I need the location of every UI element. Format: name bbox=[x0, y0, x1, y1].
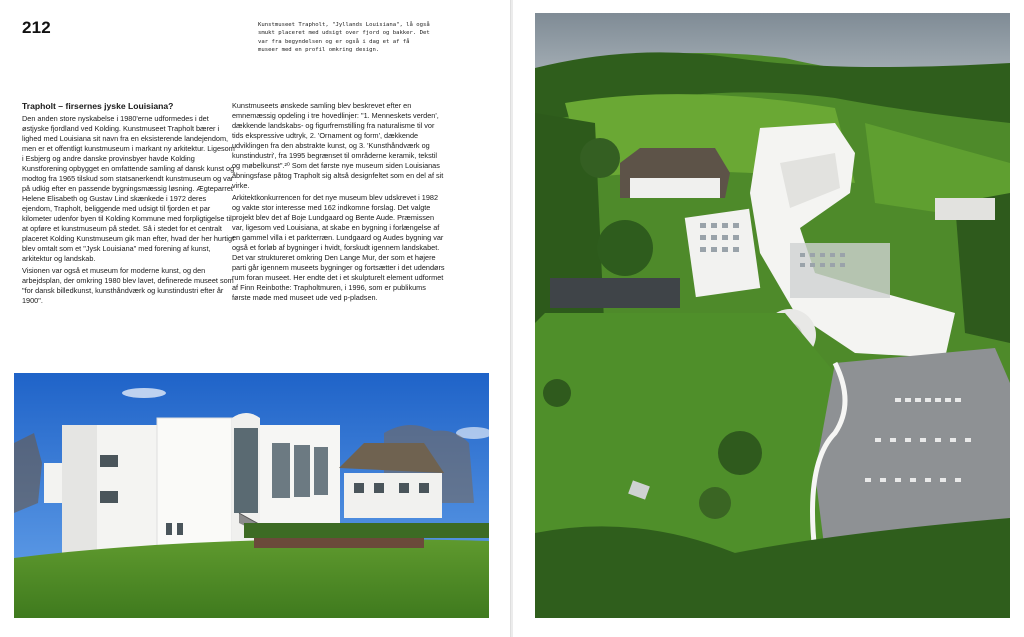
page-number: 212 bbox=[22, 18, 51, 37]
article-heading: Trapholt – firsernes jyske Louisiana? bbox=[22, 101, 174, 111]
paragraph: Kunstmuseets ønskede samling blev beskrevet efter en emnemæssig opdeling i tre hovedlinjer: "1. Menneskets verden', dækkende landskabs- og figurfremstilling fra naturalisme til vor tids ekspressive udtryk, 2. 'Ornament og form', dækkende udviklingen fra den abstrakte kunst, og 3. 'Kunsthåndværk og kunstindustri', fra 1995 begrænset til områderne keramik, tekstil og møbelkunst".²⁰ Som det første nye museum siden Louisianas åbningsfase påtog Trapholt sig altså designfeltet som en del af sit virke. bbox=[232, 101, 444, 190]
image-caption: Kunstmuseet Trapholt, "Jyllands Louisiana", lå også smukt placeret med udsigt over fjord og bakker. Det var fra begyndelsen og er også i dag et af få museer med en profil omkring design. bbox=[258, 22, 430, 54]
paragraph: Arkitektkonkurrencen for det nye museum blev udskrevet i 1982 og vakte stor interesse med 162 indkomne forslag. Det valgte projekt blev det af Boje Lundgaard og Bente Aude. Præmissen var, ligesom ved Louisiana, at skabe en bygning i forlængelse af en gammel villa i et parkterræn. Lundgaard og Audes bygning var også et forløb af bygninger i hvidt, forskudt igennem landskabet. Det var struktureret omkring Den Lange Mur, der som et højere parti går igennem museets bygninger og fortsætter i det udendørs rum foran museet. Her endte det i et skulpturelt element udformet af Finn Reinbothe: Trapholtmuren, i 1996, som er publikums første møde med museet ude ved p-pladsen. bbox=[232, 193, 445, 302]
paragraph: Visionen var også et museum for moderne kunst, og den arbejdsplan, der omkring 1980 blev lavet, definerede museet som "for dansk billedkunst, kunsthåndværk og kunstindustri efter år 1900". bbox=[22, 266, 234, 305]
paragraph: Den anden store nyskabelse i 1980'erne udformedes i det østjyske fjordland ved Kolding. Kunstmuseet Trapholt bærer i lighed med Louisiana sit navn fra en eksisterende landejendom, men er et offentligt kunstmuseum i markant ny arkitektur. Ligesom i Esbjerg og andre danske provinsbyer havde Kolding Kunstforening opbygget en omfattende samling af dansk kunst og modtog fra 1965 tilskud som statsanerkendt kunstmuseum og var på udkig efter en passende bygningsmæssig løsning. Ægteparret Helene Elisabeth og Gustav Lind skænkede i 1972 deres ejendom, Trapholt, beliggende med udsigt til fjorden et par kilometer udenfor byen til Kolding Kommune med forpligtigelse til at opføre et kunstmuseum på stedet. Så i stedet for et centralt placeret Kolding Kunstmuseum gik man efter, hvad der her hurtigt blev omtalt som et "Jysk Louisiana" med forening af kunst, arkitektur og landskab. bbox=[22, 114, 235, 263]
photo-trapholt-aerial bbox=[535, 13, 1010, 618]
left-page bbox=[0, 0, 511, 637]
text-column-right bbox=[232, 101, 446, 305]
photo-trapholt-building bbox=[14, 373, 489, 618]
right-page bbox=[513, 0, 1024, 637]
text-column-left bbox=[22, 101, 236, 308]
